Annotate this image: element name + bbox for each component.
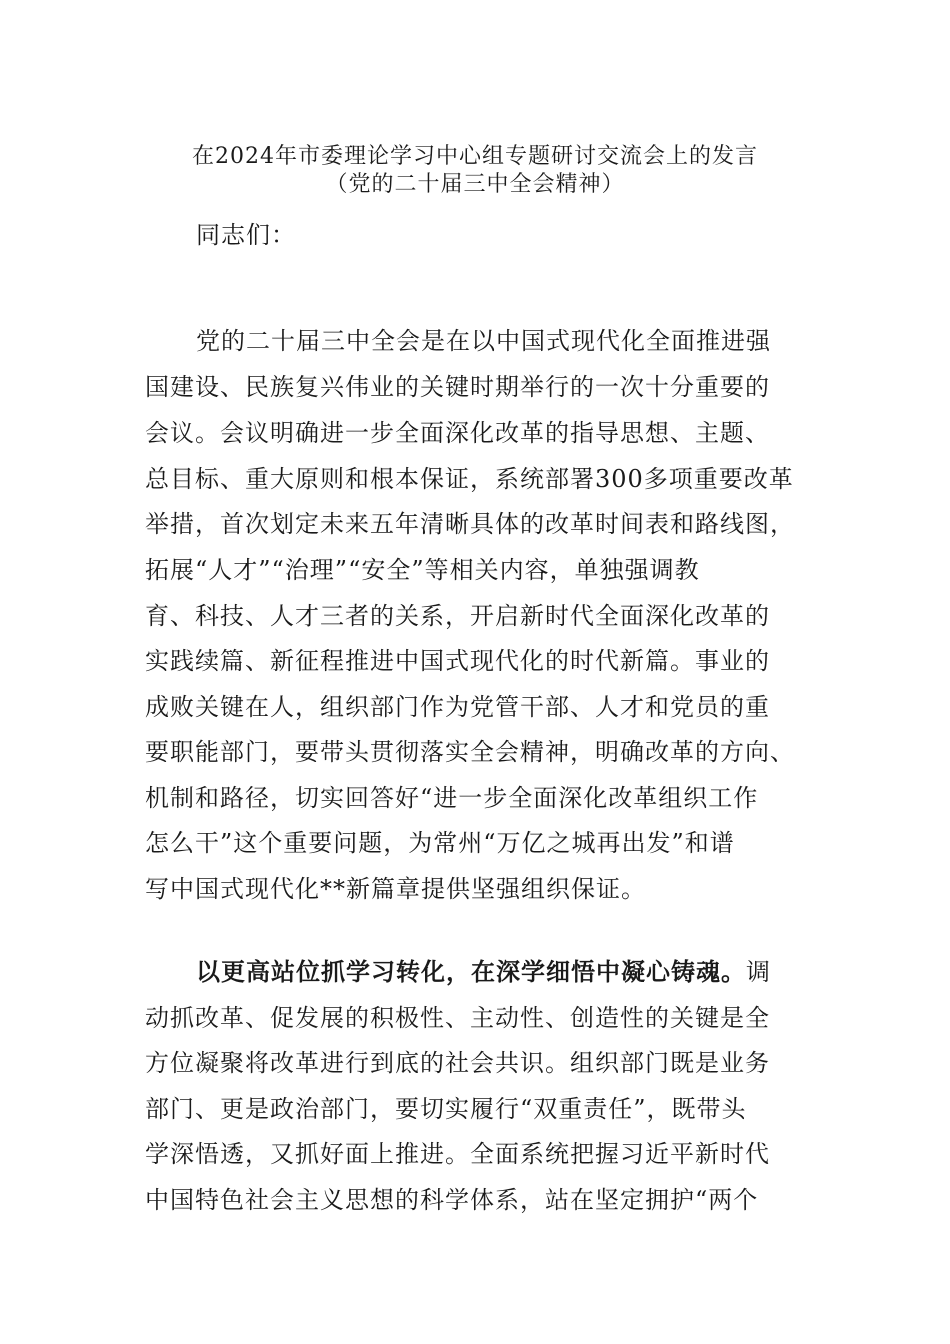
paragraph-line bbox=[196, 957, 806, 987]
paragraph-line: 学深悟透，又抓好面上推进。全面系统把握习近平新时代 bbox=[145, 1140, 770, 1168]
section-heading: 以更高站位抓学习转化，在深学细悟中凝心铸魂。 bbox=[196, 957, 746, 986]
paragraph-line: 要职能部门，要带头贯彻落实全会精神，明确改革的方向、 bbox=[145, 738, 795, 766]
paragraph-line: 会议。会议明确进一步全面深化改革的指导思想、主题、 bbox=[145, 419, 770, 447]
salutation: 同志们： bbox=[196, 221, 296, 249]
paragraph-text: 调 bbox=[746, 958, 771, 986]
paragraph-line: 方位凝聚将改革进行到底的社会共识。组织部门既是业务 bbox=[145, 1049, 770, 1077]
paragraph-line: 部门、更是政治部门，要切实履行“双重责任”，既带头 bbox=[145, 1095, 747, 1123]
paragraph-line: 党的二十届三中全会是在以中国式现代化全面推进强 bbox=[196, 327, 771, 355]
document-subtitle: （党的二十届三中全会精神） bbox=[325, 172, 625, 197]
paragraph-line: 机制和路径，切实回答好“进一步全面深化改革组织工作 bbox=[145, 784, 759, 812]
paragraph-line: 动抓改革、促发展的积极性、主动性、创造性的关键是全 bbox=[145, 1004, 770, 1032]
paragraph-line: 成败关键在人，组织部门作为党管干部、人才和党员的重 bbox=[145, 693, 770, 721]
document-title: 在2024年市委理论学习中心组专题研讨交流会上的发言 bbox=[192, 144, 758, 169]
paragraph-line: 总目标、重大原则和根本保证，系统部署300多项重要改革 bbox=[145, 465, 794, 493]
paragraph-line: 举措，首次划定未来五年清晰具体的改革时间表和路线图， bbox=[145, 510, 795, 538]
paragraph-line: 怎么干”这个重要问题，为常州“万亿之城再出发”和谱 bbox=[145, 829, 735, 857]
paragraph-line: 实践续篇、新征程推进中国式现代化的时代新篇。事业的 bbox=[145, 647, 770, 675]
paragraph-line: 国建设、民族复兴伟业的关键时期举行的一次十分重要的 bbox=[145, 373, 770, 401]
paragraph-line: 育、科技、人才三者的关系，开启新时代全面深化改革的 bbox=[145, 602, 770, 630]
paragraph-line: 中国特色社会主义思想的科学体系，站在坚定拥护“两个 bbox=[145, 1186, 759, 1214]
paragraph-line: 写中国式现代化**新篇章提供坚强组织保证。 bbox=[145, 875, 646, 903]
paragraph-line: 拓展“人才”“治理”“安全”等相关内容，单独强调教 bbox=[145, 556, 700, 584]
